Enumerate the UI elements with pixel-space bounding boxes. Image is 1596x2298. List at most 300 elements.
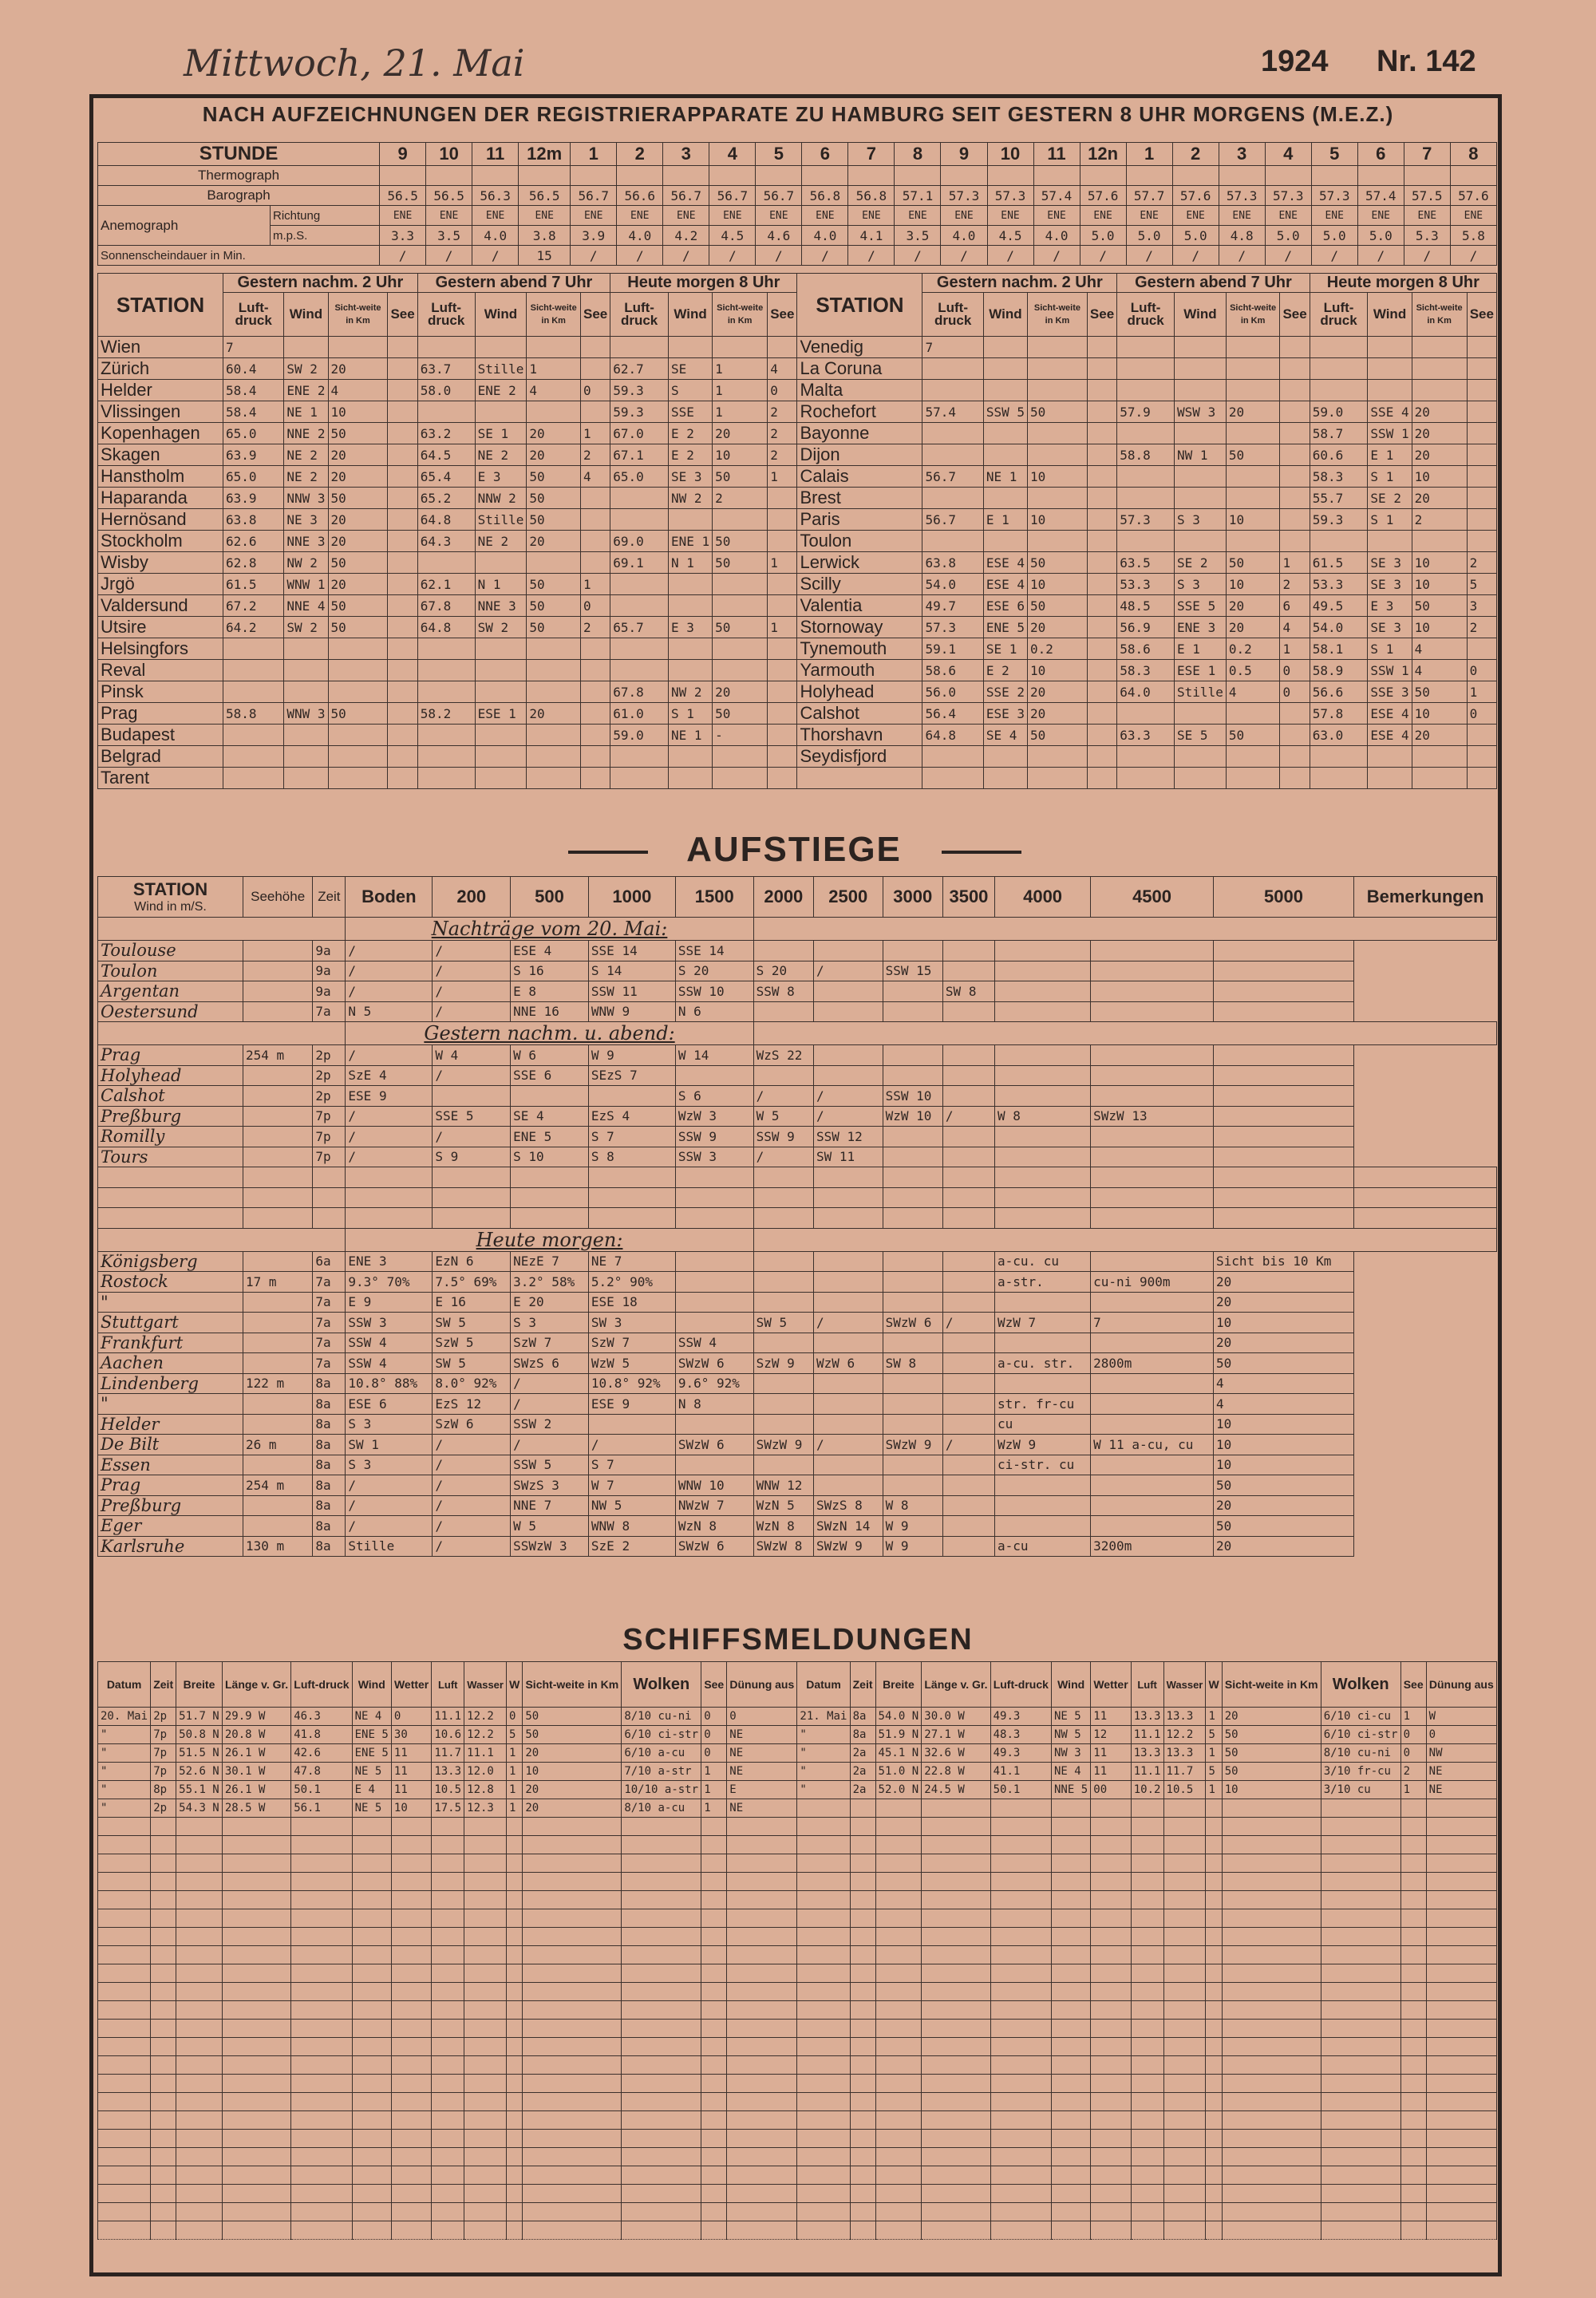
schiff-value: 2p — [151, 1708, 176, 1726]
aufstieg-value — [814, 1475, 883, 1496]
blank-cell — [922, 2203, 990, 2221]
blank-cell — [701, 2020, 727, 2038]
schiff-value: 11.1 — [464, 1744, 507, 1763]
aufstieg-value: / — [814, 1086, 883, 1107]
aufstieg-value — [753, 1001, 813, 1022]
aufstieg-value: SWzW 6 — [883, 1313, 942, 1333]
thermograph-cell — [1126, 166, 1172, 186]
blank-cell — [98, 1208, 243, 1229]
spacer — [753, 918, 1496, 941]
schiff-col-header: Wasser — [1163, 1662, 1206, 1708]
schiff-value: 30 — [391, 1726, 431, 1744]
station-value: S 3 — [1175, 574, 1227, 595]
blank-cell — [1222, 2203, 1321, 2221]
richtung-value: ENE — [663, 206, 709, 226]
blank-cell — [507, 2148, 523, 2166]
station-name: Skagen — [98, 444, 223, 466]
station-value — [1368, 746, 1412, 768]
aufstieg-value: SSW 11 — [588, 981, 675, 1002]
aufstieg-value — [942, 1127, 994, 1147]
schiff-value: 52.6 N — [176, 1763, 223, 1781]
station-value: SW 2 — [284, 617, 328, 638]
blank-cell — [1091, 1854, 1131, 1873]
schiff-value: 11.1 — [1131, 1763, 1163, 1781]
station-value — [1310, 531, 1368, 552]
richtung-value: ENE — [709, 206, 756, 226]
schiff-col-header: Länge v. Gr. — [222, 1662, 290, 1708]
station-name: Zürich — [98, 358, 223, 380]
station-value — [1226, 488, 1280, 509]
blank-cell — [1131, 1928, 1163, 1946]
blank-cell — [1206, 1909, 1222, 1928]
aufstieg-value: E 8 — [511, 981, 589, 1002]
blank-cell — [176, 2221, 223, 2240]
aufstieg-value — [243, 1086, 313, 1107]
aufstieg-value: SW 8 — [883, 1353, 942, 1374]
blank-cell — [176, 1854, 223, 1873]
aufstieg-value — [994, 1065, 1090, 1086]
schiff-value: 10/10 a-str — [622, 1781, 701, 1799]
blank-cell — [814, 1187, 883, 1208]
blank-cell — [432, 2020, 464, 2038]
aufstieg-value: SSW 12 — [814, 1127, 883, 1147]
aufstieg-value: W 6 — [511, 1045, 589, 1066]
blank-cell — [291, 1854, 352, 1873]
blank-cell — [1321, 2185, 1400, 2203]
blank-cell — [922, 1854, 990, 1873]
station-name: Prag — [98, 703, 223, 725]
blank-cell — [797, 1946, 850, 1964]
aufstieg-value: / — [346, 1475, 433, 1496]
blank-cell — [391, 2001, 431, 2020]
schiff-col-header: Dünung aus — [727, 1662, 797, 1708]
sonnen-value: / — [380, 246, 426, 266]
station-name: Calais — [797, 466, 922, 488]
station-value: SW 2 — [284, 358, 328, 380]
schiff-value — [922, 1799, 990, 1818]
aufstieg-value: SzE 4 — [346, 1065, 433, 1086]
hour-cell: 5 — [1311, 143, 1357, 166]
blank-cell — [1222, 1909, 1321, 1928]
station-value — [527, 681, 581, 703]
blank-cell — [1400, 2148, 1426, 2166]
blank-cell — [291, 1946, 352, 1964]
spacer — [98, 1228, 346, 1251]
blank-cell — [875, 2203, 922, 2221]
aufstieg-value — [994, 981, 1090, 1002]
blank-cell — [98, 1964, 151, 1983]
blank-cell — [1052, 2148, 1091, 2166]
aufstieg-value: SW 8 — [942, 981, 994, 1002]
blank-cell — [432, 2166, 464, 2185]
station-value: 0.2 — [1226, 638, 1280, 660]
station-value: E 3 — [1368, 595, 1412, 617]
station-value — [388, 617, 417, 638]
aufstieg-value: S 7 — [588, 1455, 675, 1475]
blank-cell — [1354, 1208, 1497, 1229]
aufstieg-row — [98, 1353, 1497, 1374]
aufstiege-col-header: 1500 — [675, 877, 753, 918]
station-value — [1310, 358, 1368, 380]
blank-cell — [753, 1167, 813, 1188]
thermograph-row — [98, 166, 1497, 186]
blank-cell — [701, 1928, 727, 1946]
aufstieg-value: SSE 6 — [511, 1065, 589, 1086]
blank-cell — [1400, 2130, 1426, 2148]
sonnen-value: / — [709, 246, 756, 266]
aufstieg-value — [942, 961, 994, 981]
blank-cell — [1131, 2166, 1163, 2185]
blank-cell — [222, 1909, 290, 1928]
station-value: 20 — [527, 423, 581, 444]
aufstieg-value — [942, 1065, 994, 1086]
aufstieg-value: / — [942, 1435, 994, 1455]
blank-cell — [622, 1983, 701, 2001]
blank-row — [98, 1909, 1497, 1928]
station-value — [1087, 660, 1116, 681]
station-value: NW 2 — [284, 552, 328, 574]
aufstiege-col-header: 200 — [433, 877, 511, 918]
blank-cell — [1426, 2038, 1496, 2056]
station-value — [1412, 768, 1467, 789]
blank-cell — [1206, 2001, 1222, 2020]
blank-cell — [1091, 2221, 1131, 2240]
station-value — [1175, 531, 1227, 552]
station-value — [610, 746, 669, 768]
station-value — [768, 488, 797, 509]
aufstieg-value — [942, 1147, 994, 1167]
blank-cell — [990, 2056, 1051, 2075]
aufstieg-value — [243, 1001, 313, 1022]
schiff-value: 11.7 — [432, 1744, 464, 1763]
blank-cell — [464, 2075, 507, 2093]
aufstieg-value: SzW 7 — [588, 1333, 675, 1353]
blank-cell — [1052, 2093, 1091, 2111]
aufstieg-value — [433, 1086, 511, 1107]
station-value — [388, 552, 417, 574]
station-value — [388, 725, 417, 746]
station-value — [1280, 444, 1310, 466]
aufstieg-value: E 16 — [433, 1292, 511, 1313]
blank-cell — [507, 1854, 523, 1873]
aufstieg-value: 10.8° 92% — [588, 1373, 675, 1394]
schiff-value: 12 — [1091, 1726, 1131, 1744]
aufstieg-value: SSW 5 — [511, 1455, 589, 1475]
schiff-value: 20. Mai — [98, 1708, 151, 1726]
sonnen-value: 15 — [519, 246, 571, 266]
aufstieg-value — [1213, 1147, 1353, 1167]
thermograph-cell — [848, 166, 895, 186]
thermograph-cell — [1033, 166, 1080, 186]
aufstieg-value: 9.3° 70% — [346, 1272, 433, 1293]
blank-cell — [622, 2111, 701, 2130]
blank-cell — [352, 1818, 391, 1836]
aufstieg-value: S 20 — [675, 961, 753, 981]
blank-cell — [850, 2020, 875, 2038]
thermograph-cell — [1450, 166, 1496, 186]
group-header: Gestern abend 7 Uhr — [417, 274, 610, 293]
station-value: 64.2 — [223, 617, 284, 638]
blank-cell — [433, 1208, 511, 1229]
schiff-value: 3/10 cu — [1321, 1781, 1400, 1799]
schiff-value: ENE 5 — [352, 1744, 391, 1763]
blank-cell — [176, 2020, 223, 2038]
schiff-value: 1 — [1206, 1708, 1222, 1726]
station-value: 65.0 — [610, 466, 669, 488]
blank-cell — [98, 1946, 151, 1964]
blank-cell — [1091, 2111, 1131, 2130]
blank-cell — [523, 2056, 622, 2075]
aufstieg-value — [1091, 1251, 1214, 1272]
blank-cell — [523, 2130, 622, 2148]
mps-value: 5.0 — [1126, 226, 1172, 246]
blank-cell — [1321, 2020, 1400, 2038]
station-value: NE 2 — [475, 531, 527, 552]
section-note: Gestern nachm. u. abend: — [424, 1022, 675, 1044]
station-value — [475, 681, 527, 703]
blank-cell — [432, 2075, 464, 2093]
sub-header: Wind — [668, 293, 712, 337]
station-row — [98, 423, 1497, 444]
blank-cell — [727, 1873, 797, 1891]
station-value: 20 — [328, 574, 388, 595]
blank-cell — [1052, 1818, 1091, 1836]
aufstieg-value: ESE 9 — [588, 1394, 675, 1415]
station-value: 4 — [1412, 638, 1467, 660]
station-value — [475, 552, 527, 574]
schiff-col-header: Luft — [1131, 1662, 1163, 1708]
station-value: 58.3 — [1310, 466, 1368, 488]
blank-cell — [151, 2038, 176, 2056]
schiff-value: 1 — [1400, 1708, 1426, 1726]
blank-cell — [1321, 1946, 1400, 1964]
station-value: 0 — [1280, 660, 1310, 681]
hour-cell: 9 — [941, 143, 987, 166]
station-value — [580, 401, 610, 423]
blank-cell — [222, 2038, 290, 2056]
hour-cell: 2 — [617, 143, 663, 166]
blank-cell — [1091, 1167, 1214, 1188]
station-value — [1027, 531, 1087, 552]
blank-cell — [727, 1946, 797, 1964]
blank-row — [98, 2130, 1497, 2148]
station-value — [417, 401, 475, 423]
blank-cell — [701, 1946, 727, 1964]
station-value: E 3 — [668, 617, 712, 638]
blank-cell — [352, 2056, 391, 2075]
blank-cell — [1091, 1928, 1131, 1946]
station-value: 2 — [768, 444, 797, 466]
blank-cell — [523, 2166, 622, 2185]
blank-cell — [511, 1208, 589, 1229]
schiff-value: 0 — [1400, 1726, 1426, 1744]
blank-cell — [507, 1983, 523, 2001]
blank-cell — [432, 2111, 464, 2130]
station-value: 62.8 — [223, 552, 284, 574]
aufstieg-value — [814, 941, 883, 961]
blank-cell — [701, 1854, 727, 1873]
blank-cell — [990, 1873, 1051, 1891]
aufstieg-value: SW 5 — [433, 1353, 511, 1374]
aufstieg-value: WzN 8 — [753, 1516, 813, 1537]
blank-cell — [727, 1836, 797, 1854]
blank-cell — [1426, 1873, 1496, 1891]
blank-cell — [701, 1891, 727, 1909]
station-value — [768, 746, 797, 768]
blank-cell — [1091, 2001, 1131, 2020]
station-value — [922, 358, 983, 380]
schiff-value: 55.1 N — [176, 1781, 223, 1799]
aufstieg-value: SWzS 3 — [511, 1475, 589, 1496]
aufstieg-value — [243, 1495, 313, 1516]
aufstieg-value — [1213, 961, 1353, 981]
aufstieg-value: SSW 15 — [883, 961, 942, 981]
station-value: 48.5 — [1117, 595, 1175, 617]
blank-cell — [1131, 1891, 1163, 1909]
blank-cell — [850, 1964, 875, 1983]
hour-cell: 10 — [987, 143, 1033, 166]
aufstieg-value: N 8 — [675, 1394, 753, 1415]
sub-header: Sicht-weite in Km — [1412, 293, 1467, 337]
blank-cell — [990, 2001, 1051, 2020]
schiff-value: 46.3 — [291, 1708, 352, 1726]
station-value: SE 4 — [983, 725, 1027, 746]
aufstieg-value: / — [346, 981, 433, 1002]
blank-row — [98, 2093, 1497, 2111]
aufstieg-value: W 4 — [433, 1045, 511, 1066]
blank-cell — [622, 2203, 701, 2221]
sonnen-value: / — [426, 246, 472, 266]
blank-cell — [1091, 1909, 1131, 1928]
thermograph-cell — [663, 166, 709, 186]
station-value: SE 1 — [983, 638, 1027, 660]
aufstieg-value — [814, 1251, 883, 1272]
richtung-value: ENE — [987, 206, 1033, 226]
aufstieg-value: SSW 9 — [675, 1127, 753, 1147]
aufstieg-value: SSW 9 — [753, 1127, 813, 1147]
aufstieg-value — [883, 1414, 942, 1435]
hour-cell: 1 — [571, 143, 617, 166]
blank-cell — [1091, 2185, 1131, 2203]
blank-cell — [151, 2093, 176, 2111]
schiff-value: 2a — [850, 1744, 875, 1763]
blank-cell — [701, 2130, 727, 2148]
blank-cell — [1163, 2093, 1206, 2111]
station-value — [580, 638, 610, 660]
aufstieg-value: SWzN 14 — [814, 1516, 883, 1537]
station-value — [580, 337, 610, 358]
aufstieg-value: SSW 8 — [753, 981, 813, 1002]
richtung-value: ENE — [617, 206, 663, 226]
thermograph-cell — [1080, 166, 1126, 186]
richtung-value: ENE — [895, 206, 941, 226]
station-value: NE 2 — [284, 444, 328, 466]
blank-cell — [797, 2185, 850, 2203]
blank-cell — [464, 1909, 507, 1928]
blank-cell — [1091, 1818, 1131, 1836]
aufstieg-value — [994, 1086, 1090, 1107]
station-value — [388, 466, 417, 488]
station-value: 62.7 — [610, 358, 669, 380]
blank-cell — [523, 1818, 622, 1836]
station-value — [1280, 703, 1310, 725]
blank-cell — [622, 1946, 701, 1964]
blank-cell — [1400, 2038, 1426, 2056]
station-value: 7 — [223, 337, 284, 358]
sonnen-value: / — [1219, 246, 1265, 266]
station-value: 58.6 — [922, 660, 983, 681]
station-value: 10 — [1027, 574, 1087, 595]
blank-cell — [797, 1928, 850, 1946]
richtung-value: ENE — [1311, 206, 1357, 226]
schiff-value: NE — [727, 1799, 797, 1818]
blank-cell — [1426, 1854, 1496, 1873]
station-value: 20 — [328, 444, 388, 466]
blank-cell — [1163, 1818, 1206, 1836]
station-name: Stockholm — [98, 531, 223, 552]
aufstieg-value — [814, 1001, 883, 1022]
station-value — [1226, 768, 1280, 789]
aufstieg-row — [98, 1313, 1497, 1333]
aufstieg-value — [883, 1272, 942, 1293]
station-row — [98, 509, 1497, 531]
aufstieg-value: 20 — [1213, 1272, 1353, 1293]
station-value: 50 — [713, 617, 768, 638]
blank-cell — [1163, 1909, 1206, 1928]
blank-cell — [1222, 2111, 1321, 2130]
aufstieg-value: S 7 — [588, 1127, 675, 1147]
station-value: 57.4 — [922, 401, 983, 423]
blank-row — [98, 1854, 1497, 1873]
sub-header: Wind — [475, 293, 527, 337]
aufstieg-value: WzN 8 — [675, 1516, 753, 1537]
aufstieg-value — [942, 1495, 994, 1516]
blank-cell — [1131, 2056, 1163, 2075]
aufstieg-value: SWzW 8 — [753, 1536, 813, 1557]
blank-cell — [875, 2001, 922, 2020]
aufstieg-value: / — [346, 961, 433, 981]
station-value: 4 — [580, 466, 610, 488]
barograph-value: 57.3 — [1219, 186, 1265, 206]
station-value — [328, 725, 388, 746]
blank-cell — [176, 2130, 223, 2148]
station-value — [1087, 768, 1116, 789]
aufstieg-value — [753, 1455, 813, 1475]
station-value: 61.0 — [610, 703, 669, 725]
blank-cell — [222, 2093, 290, 2111]
station-name: Rochefort — [797, 401, 922, 423]
station-value: WNW 1 — [284, 574, 328, 595]
sonnen-value: / — [1357, 246, 1404, 266]
station-value: 1 — [713, 380, 768, 401]
thermograph-cell — [426, 166, 472, 186]
aufstieg-station: Preßburg — [98, 1495, 243, 1516]
blank-cell — [391, 2056, 431, 2075]
hour-cell: 12n — [1080, 143, 1126, 166]
aufstieg-value: W 8 — [883, 1495, 942, 1516]
blank-cell — [1222, 2020, 1321, 2038]
station-value: 54.0 — [1310, 617, 1368, 638]
aufstieg-value: 10 — [1213, 1313, 1353, 1333]
sub-header: Sicht-weite in Km — [1027, 293, 1087, 337]
blank-cell — [1426, 1818, 1496, 1836]
aufstieg-value: / — [942, 1106, 994, 1127]
blank-cell — [151, 2111, 176, 2130]
station-value — [668, 337, 712, 358]
blank-cell — [222, 2203, 290, 2221]
aufstieg-value: 17 m — [243, 1272, 313, 1293]
schiff-value: NE 5 — [1052, 1708, 1091, 1726]
